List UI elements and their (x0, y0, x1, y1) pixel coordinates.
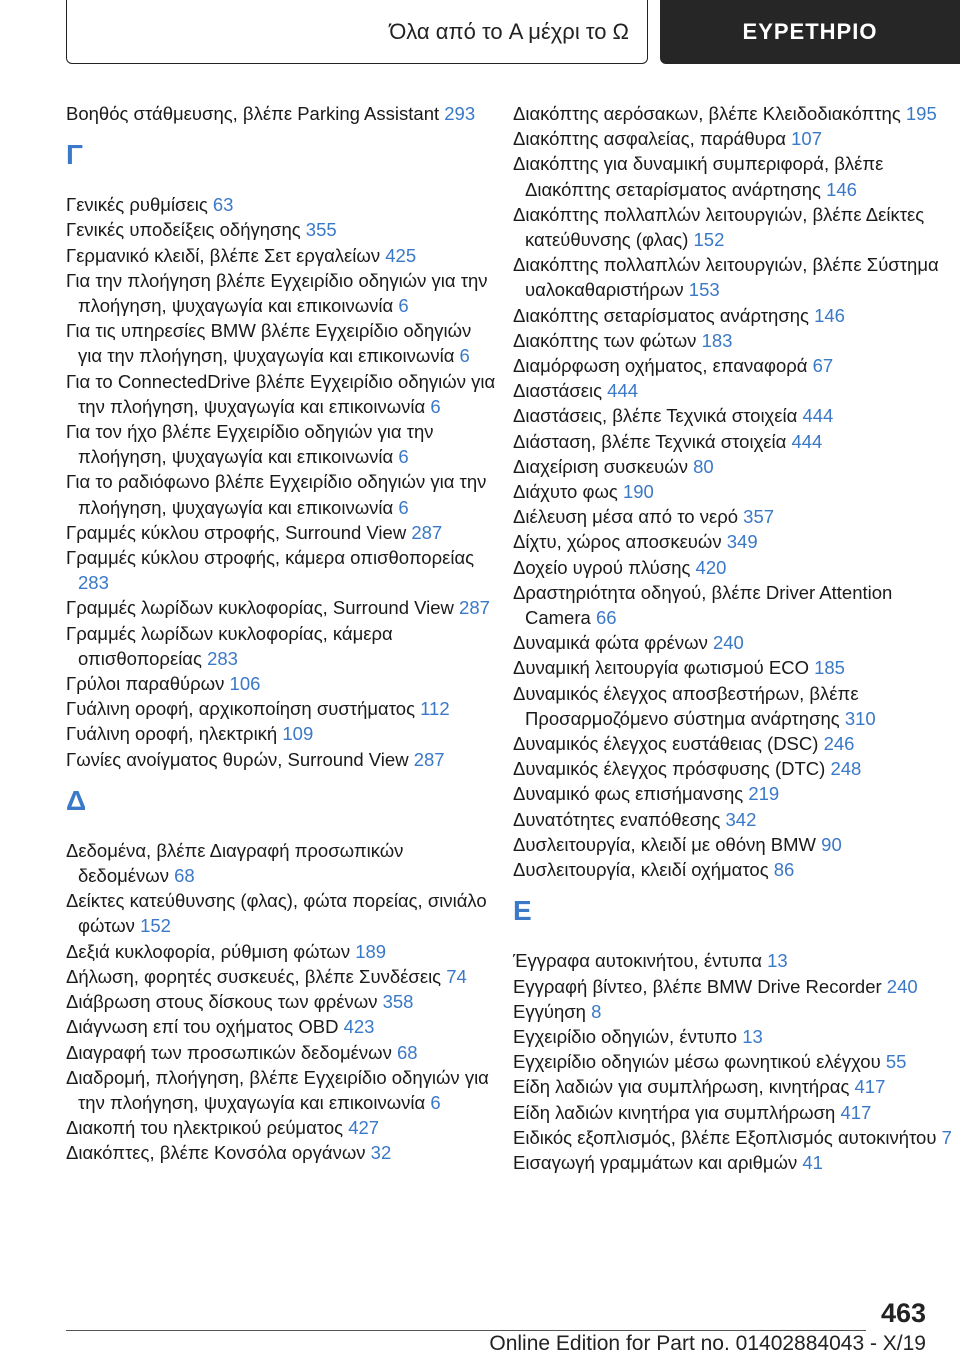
index-entry[interactable]: Δυνατότητες εναπόθεσης 342 (513, 808, 757, 830)
index-entry[interactable]: Διακόπτης πολλαπλών λειτουργιών, βλέπε Δείκτες κατεύθυνσης (φλας) 152 (513, 203, 925, 251)
index-entry[interactable]: Δυναμικά φώτα φρένων 240 (513, 632, 744, 654)
index-entry[interactable]: Διαστάσεις 444 (513, 380, 639, 402)
index-entry[interactable]: Δείκτες κατεύθυνσης (φλας), φώτα πορείας, σινιάλο φώτων 152 (66, 890, 487, 937)
index-column-right (513, 101, 953, 1175)
page-link[interactable]: 67 (812, 355, 834, 377)
index-entry[interactable]: Διάσταση, βλέπε Τεχνικά στοιχεία 444 (513, 430, 823, 452)
index-entry[interactable]: Είδη λαδιών για συμπλήρωση, κινητήρας 417 (513, 1076, 886, 1098)
page-link[interactable]: 6 (430, 395, 441, 417)
section-title-tab (66, 0, 648, 64)
index-entry[interactable]: Διαδρομή, πλοήγηση, βλέπε Εγχειρίδιο οδηγιών για την πλοήγηση, ψυχαγωγία και επικοινωνία 6 (66, 1066, 489, 1113)
page-link[interactable]: 444 (791, 430, 823, 452)
page-link[interactable]: 190 (622, 481, 654, 503)
page-link[interactable]: 109 (282, 723, 314, 745)
index-entry[interactable]: Δυναμικό φως επισήμανσης 219 (513, 783, 780, 805)
page-link[interactable]: 417 (840, 1101, 872, 1123)
index-entry[interactable]: Δυσλειτουργία, κλειδί οχήματος 86 (513, 859, 795, 881)
index-entry[interactable]: Για τις υπηρεσίες BMW βλέπε Εγχειρίδιο οδηγιών για την πλοήγηση, ψυχαγωγία και επικοινωνία 6 (66, 320, 472, 367)
index-entry[interactable]: Διάγνωση επί του οχήματος OBD 423 (66, 1016, 375, 1038)
page-link[interactable]: 41 (802, 1151, 823, 1173)
page-link[interactable]: 55 (885, 1051, 907, 1073)
page-link[interactable]: 112 (420, 698, 450, 720)
page-link[interactable]: 444 (607, 380, 639, 402)
index-entry[interactable]: Έγγραφα αυτοκινήτου, έντυπα 13 (513, 950, 788, 972)
index-entry[interactable]: Διαχείριση συσκευών 80 (513, 455, 714, 477)
letter-heading-delta: Δ (66, 784, 87, 816)
page-link[interactable]: 357 (743, 506, 775, 528)
index-entry[interactable]: Δραστηριότητα οδηγού, βλέπε Driver Attention Camera 66 (513, 581, 893, 629)
index-entry[interactable]: Διαγραφή των προσωπικών δεδομένων 68 (66, 1041, 418, 1063)
page-link[interactable]: 423 (343, 1016, 375, 1038)
index-entry[interactable]: Για τον ήχο βλέπε Εγχειρίδιο οδηγιών για την πλοήγηση, ψυχαγωγία και επικοινωνία 6 (66, 421, 434, 468)
index-entry[interactable]: Διακόπτης για δυναμική συμπεριφορά, βλέπε Διακόπτης σεταρίσματος ανάρτησης 146 (513, 153, 884, 200)
page-link[interactable]: 287 (413, 748, 445, 770)
index-entry[interactable]: Διάχυτο φως 190 (513, 481, 654, 503)
page-link[interactable]: 425 (385, 244, 417, 266)
index-entry[interactable]: Γραμμές λωρίδων κυκλοφορίας, κάμερα οπισθοπορείας 283 (66, 622, 393, 669)
index-entry[interactable]: Εισαγωγή γραμμάτων και αριθμών 41 (513, 1151, 823, 1173)
page-link[interactable]: 6 (398, 446, 409, 468)
page-link[interactable]: 86 (773, 859, 795, 881)
page-link[interactable]: 349 (726, 531, 758, 553)
page-link[interactable]: 152 (140, 915, 171, 937)
page-link[interactable]: 342 (725, 808, 757, 830)
index-entry[interactable]: Βοηθός στάθμευσης, βλέπε Parking Assistant 293 (66, 103, 476, 124)
index-entry[interactable]: Γρύλοι παραθύρων 106 (66, 673, 261, 695)
index-entry[interactable]: Για το ConnectedDrive βλέπε Εγχειρίδιο οδηγιών για την πλοήγηση, ψυχαγωγία και επικοινωνία 6 (66, 370, 496, 417)
index-entry[interactable]: Γραμμές κύκλου στροφής, κάμερα οπισθοπορείας 283 (66, 547, 475, 594)
page-link[interactable]: 185 (814, 657, 845, 679)
index-entry[interactable]: Δυναμικός έλεγχος ευστάθειας (DSC) 246 (513, 733, 855, 755)
index-entry[interactable]: Διακόπτης των φώτων 183 (513, 329, 733, 351)
page-link[interactable]: 7 (941, 1126, 952, 1148)
page-link[interactable]: 66 (595, 607, 617, 629)
page-link[interactable]: 293 (444, 103, 476, 124)
page-link[interactable]: 219 (748, 783, 780, 805)
page-link[interactable]: 427 (348, 1117, 380, 1139)
index-entry[interactable]: Διακόπτης σεταρίσματος ανάρτησης 146 (513, 304, 845, 326)
index-entry[interactable]: Εγχειρίδιο οδηγιών, έντυπο 13 (513, 1025, 763, 1047)
page-link[interactable]: 6 (430, 1091, 441, 1113)
page-link[interactable]: 146 (826, 178, 857, 200)
letter-heading-gamma: Γ (66, 139, 83, 171)
page-link[interactable]: 8 (591, 1000, 602, 1022)
page-link[interactable]: 287 (411, 521, 443, 543)
index-entry[interactable]: Διέλευση μέσα από το νερό 357 (513, 506, 775, 528)
index-entry[interactable]: Διαστάσεις, βλέπε Τεχνικά στοιχεία 444 (513, 405, 834, 427)
page-link[interactable]: 283 (207, 647, 238, 669)
page-link[interactable]: 68 (396, 1041, 418, 1063)
page-link[interactable]: 246 (823, 733, 855, 755)
page-link[interactable]: 358 (382, 991, 414, 1013)
index-entry[interactable]: Δυναμικός έλεγχος πρόσφυσης (DTC) 248 (513, 758, 862, 780)
page-link[interactable]: 240 (712, 632, 744, 654)
page-link[interactable]: 417 (854, 1076, 886, 1098)
index-entry[interactable]: Δήλωση, φορητές συσκευές, βλέπε Συνδέσεις 74 (66, 965, 467, 987)
index-entry[interactable]: Διακοπή του ηλεκτρικού ρεύματος 427 (66, 1117, 380, 1139)
page-link[interactable]: 240 (886, 975, 918, 997)
page-link[interactable]: 13 (767, 950, 788, 972)
index-entry[interactable]: Δυσλειτουργία, κλειδί με οθόνη BMW 90 (513, 833, 842, 855)
page-link[interactable]: 153 (688, 279, 720, 301)
footer-edition: Online Edition for Part no. 01402884043 - X/19 (489, 1332, 926, 1355)
page-link[interactable]: 6 (459, 345, 470, 367)
index-column-left (66, 101, 496, 1166)
page-link[interactable]: 13 (742, 1025, 763, 1047)
index-entry[interactable]: Διακόπτης πολλαπλών λειτουργιών, βλέπε Σύστημα υαλοκαθαριστήρων 153 (513, 254, 939, 301)
page-link[interactable]: 189 (355, 940, 387, 962)
page-link[interactable]: 6 (398, 295, 409, 317)
index-entry[interactable]: Εγγραφή βίντεο, βλέπε BMW Drive Recorder 240 (513, 975, 918, 997)
index-entry[interactable]: Δοχείο υγρού πλύσης 420 (513, 556, 727, 578)
section-title: Όλα από το A μέχρι το Ω (389, 18, 629, 44)
page-link[interactable]: 310 (844, 707, 876, 729)
index-entry[interactable]: Διακόπτης αερόσακων, βλέπε Κλειδοδιακόπτης 195 (513, 103, 937, 124)
index-tab-label: ΕΥΡΕΤΗΡΙΟ (742, 19, 878, 44)
page-link[interactable]: 74 (446, 965, 467, 987)
page-link[interactable]: 195 (905, 103, 937, 124)
index-entry[interactable]: Δυναμική λειτουργία φωτισμού ECO 185 (513, 657, 845, 679)
page-link[interactable]: 183 (701, 329, 733, 351)
page-link[interactable]: 146 (814, 304, 845, 326)
index-entry[interactable]: Δεξιά κυκλοφορία, ρύθμιση φώτων 189 (66, 940, 387, 962)
index-entry[interactable]: Γερμανικό κλειδί, βλέπε Σετ εργαλείων 425 (66, 244, 417, 266)
page-link[interactable]: 420 (695, 556, 727, 578)
page-link[interactable]: 283 (78, 572, 109, 594)
page-number: 463 (880, 1298, 926, 1328)
index-entry[interactable]: Διαμόρφωση οχήματος, επαναφορά 67 (513, 355, 834, 377)
page-link[interactable]: 287 (459, 597, 490, 619)
index-entry[interactable]: Γραμμές κύκλου στροφής, Surround View 287 (66, 521, 443, 543)
page-link[interactable]: 152 (693, 229, 725, 251)
letter-heading-epsilon: Ε (513, 895, 532, 927)
index-entry[interactable]: Γενικές υποδείξεις οδήγησης 355 (66, 219, 337, 241)
index-entry[interactable]: Δυναμικός έλεγχος αποσβεστήρων, βλέπε Προσαρμοζόμενο σύστημα ανάρτησης 310 (513, 682, 876, 729)
page-link[interactable]: 63 (212, 194, 234, 216)
index-entry[interactable]: Για την πλοήγηση βλέπε Εγχειρίδιο οδηγιών για την πλοήγηση, ψυχαγωγία και επικοινωνία 6 (66, 269, 488, 317)
page-link[interactable]: 444 (802, 405, 834, 427)
page-link[interactable]: 80 (693, 455, 714, 477)
page-link[interactable]: 6 (398, 496, 409, 518)
index-entry[interactable]: Είδη λαδιών κινητήρα για συμπλήρωση 417 (513, 1101, 872, 1123)
index-entry[interactable]: Για το ραδιόφωνο βλέπε Εγχειρίδιο οδηγιών για την πλοήγηση, ψυχαγωγία και επικοινωνία 6 (66, 471, 487, 518)
index-entry[interactable]: Ειδικός εξοπλισμός, βλέπε Εξοπλισμός αυτοκινήτου 7 (513, 1126, 952, 1148)
index-entry[interactable]: Γυάλινη οροφή, αρχικοποίηση συστήματος 112 (66, 698, 450, 720)
index-entry[interactable]: Διακόπτης ασφαλείας, παράθυρα 107 (513, 128, 822, 150)
page-link[interactable]: 90 (821, 833, 842, 855)
footer-divider (66, 1330, 866, 1331)
index-entry[interactable]: Γυάλινη οροφή, ηλεκτρική 109 (66, 723, 314, 745)
page-link[interactable]: 248 (830, 758, 862, 780)
index-entry[interactable]: Δεδομένα, βλέπε Διαγραφή προσωπικών δεδομένων 68 (66, 839, 404, 887)
index-entry[interactable]: Δίχτυ, χώρος αποσκευών 349 (513, 531, 758, 553)
page-link[interactable]: 68 (174, 865, 195, 887)
index-entry[interactable]: Διακόπτες, βλέπε Κονσόλα οργάνων 32 (66, 1142, 392, 1164)
index-entry[interactable]: Εγχειρίδιο οδηγιών μέσω φωνητικού ελέγχου 55 (513, 1051, 907, 1073)
index-entry[interactable]: Διάβρωση στους δίσκους των φρένων 358 (66, 991, 414, 1013)
index-entry[interactable]: Εγγύηση 8 (513, 1000, 602, 1022)
page-link[interactable]: 106 (229, 673, 261, 695)
index-entry[interactable]: Γωνίες ανοίγματος θυρών, Surround View 287 (66, 748, 445, 770)
index-entry[interactable]: Γενικές ρυθμίσεις 63 (66, 194, 234, 216)
index-entry[interactable]: Γραμμές λωρίδων κυκλοφορίας, Surround View 287 (66, 597, 490, 619)
page-link[interactable]: 107 (791, 128, 822, 150)
page-link[interactable]: 32 (370, 1142, 392, 1164)
page-link[interactable]: 355 (305, 219, 337, 241)
index-tab[interactable] (660, 0, 960, 64)
